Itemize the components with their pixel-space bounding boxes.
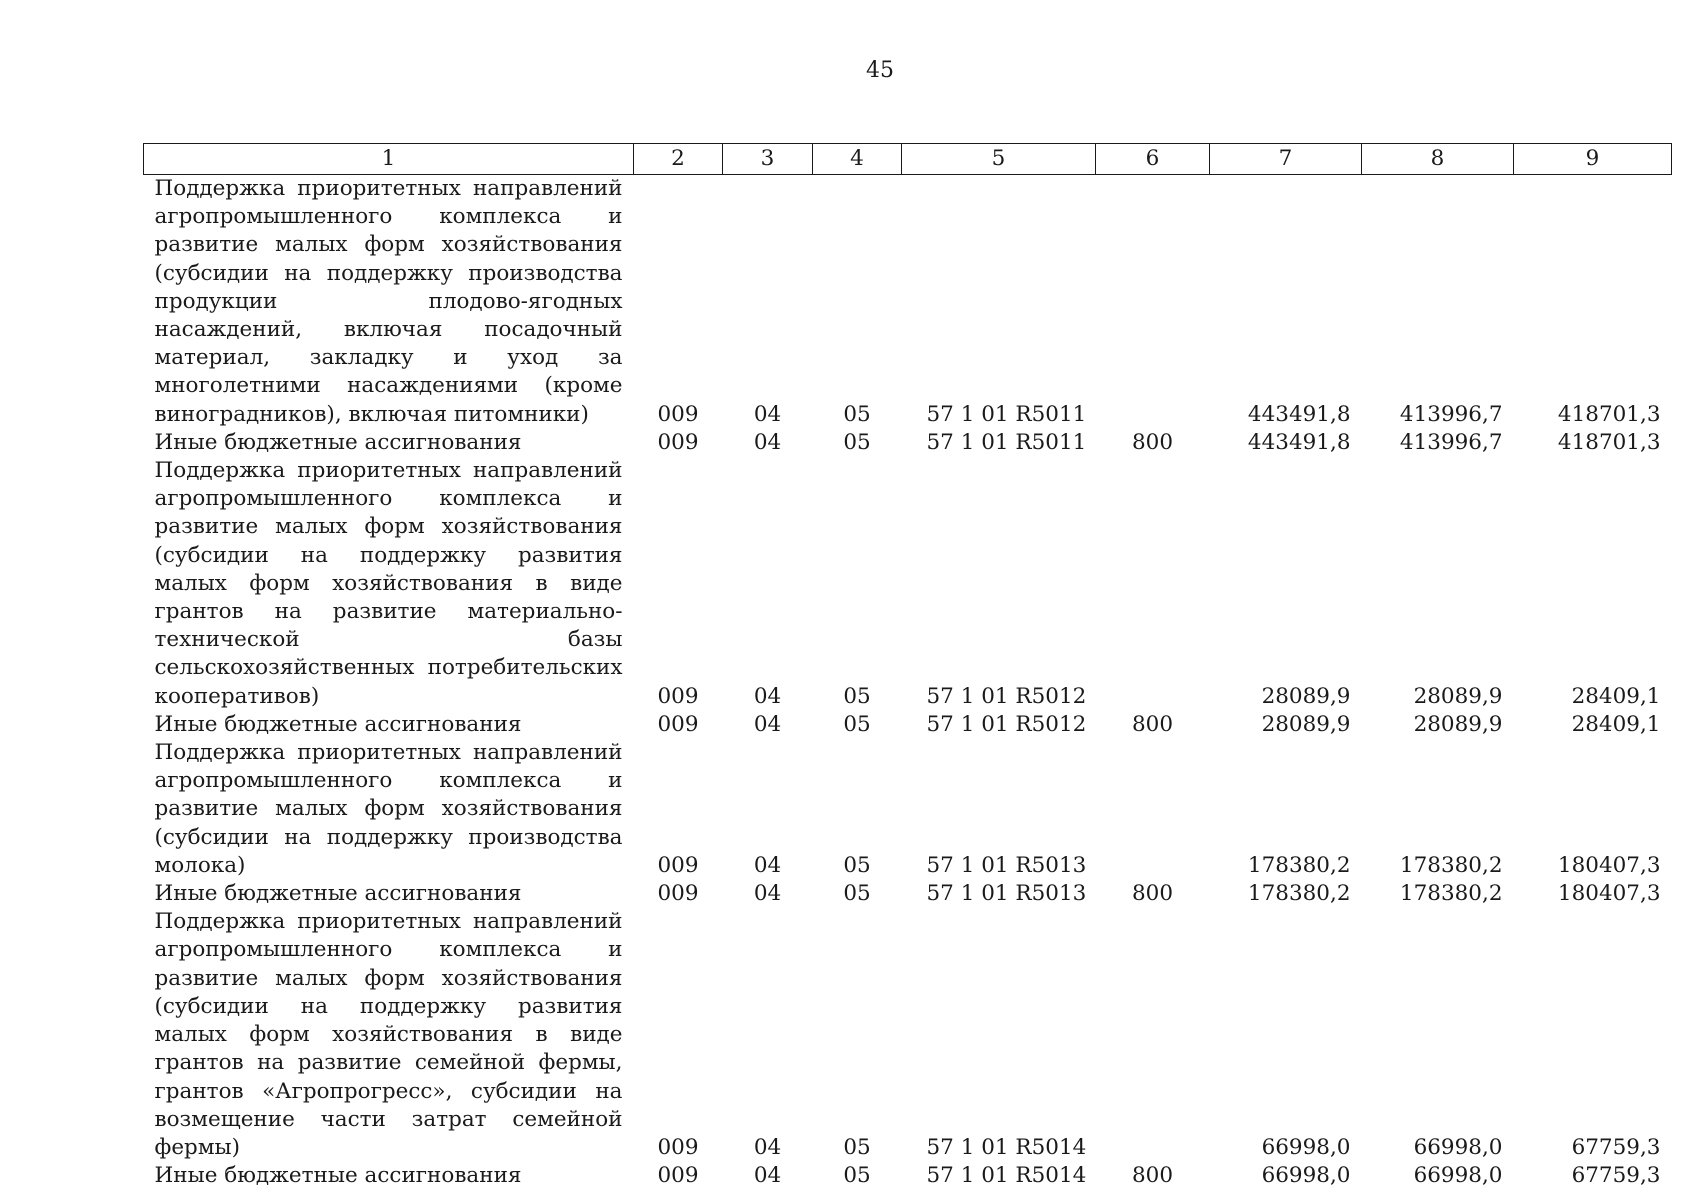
cell-target-article: 57 1 01 R5013 <box>926 881 1087 907</box>
cell-subsection: 05 <box>843 683 871 709</box>
column-header: 2 <box>634 144 723 175</box>
cell-amount-year3: 418701,3 <box>1557 401 1661 427</box>
cell-amount-year1: 443491,8 <box>1247 401 1351 427</box>
table-row <box>144 880 1672 908</box>
cell-expense-type: 800 <box>1131 429 1174 455</box>
header-row <box>144 144 1672 175</box>
column-header: 9 <box>1514 144 1672 175</box>
cell-amount-year1: 443491,8 <box>1247 429 1351 455</box>
column-header: 3 <box>723 144 813 175</box>
cell-ministry-code: 009 <box>657 401 699 427</box>
column-header: 5 <box>902 144 1096 175</box>
cell-subsection: 05 <box>843 429 871 455</box>
cell-expense-type <box>1096 908 1210 1162</box>
table-row <box>144 457 1672 711</box>
cell-amount-year1: 178380,2 <box>1247 852 1351 878</box>
cell-subsection: 05 <box>843 881 871 907</box>
column-header: 8 <box>1362 144 1514 175</box>
row-description: Поддержка приоритетных направлений агропромышленного комплекса и развитие малых форм хозяйствования (субсидии на поддержку производства продукции плодово-ягодных насаждений, включая посадочный материал, закладку и уход за многолетними насаждениями (кроме виноградников), включая питомники) <box>154 176 623 427</box>
cell-ministry-code: 009 <box>657 881 699 907</box>
column-header: 7 <box>1210 144 1362 175</box>
cell-amount-year3: 67759,3 <box>1571 1163 1661 1189</box>
cell-subsection: 05 <box>843 401 871 427</box>
table-row <box>144 711 1672 739</box>
table-row <box>144 429 1672 457</box>
cell-target-article: 57 1 01 R5011 <box>926 401 1087 427</box>
row-description: Поддержка приоритетных направлений агропромышленного комплекса и развитие малых форм хозяйствования (субсидии на поддержку производства молока) <box>154 740 623 878</box>
table-row <box>144 175 1672 429</box>
cell-amount-year3: 418701,3 <box>1557 429 1661 455</box>
cell-expense-type: 800 <box>1131 1163 1174 1189</box>
cell-section: 04 <box>753 683 782 709</box>
cell-ministry-code: 009 <box>657 1134 699 1160</box>
row-description: Иные бюджетные ассигнования <box>154 429 522 455</box>
cell-section: 04 <box>753 852 782 878</box>
row-description: Иные бюджетные ассигнования <box>154 1163 522 1189</box>
cell-section: 04 <box>753 1134 782 1160</box>
cell-subsection: 05 <box>843 711 871 737</box>
cell-amount-year1: 66998,0 <box>1261 1163 1351 1189</box>
row-description: Поддержка приоритетных направлений агропромышленного комплекса и развитие малых форм хозяйствования (субсидии на поддержку развития малых форм хозяйствования в виде грантов на развитие материально-технической базы сельскохозяйственных потребительских кооперативов) <box>154 458 623 709</box>
cell-target-article: 57 1 01 R5012 <box>926 683 1087 709</box>
row-description: Иные бюджетные ассигнования <box>154 711 522 737</box>
cell-amount-year3: 180407,3 <box>1557 881 1661 907</box>
cell-subsection: 05 <box>843 1163 871 1189</box>
cell-amount-year2: 413996,7 <box>1399 401 1503 427</box>
cell-amount-year2: 66998,0 <box>1413 1163 1503 1189</box>
budget-table <box>143 143 1672 1190</box>
cell-target-article: 57 1 01 R5014 <box>926 1134 1087 1160</box>
column-header: 4 <box>813 144 902 175</box>
cell-subsection: 05 <box>843 852 871 878</box>
cell-amount-year2: 28089,9 <box>1413 711 1503 737</box>
cell-section: 04 <box>753 881 782 907</box>
cell-amount-year2: 28089,9 <box>1413 683 1503 709</box>
cell-amount-year3: 28409,1 <box>1571 683 1661 709</box>
cell-amount-year3: 180407,3 <box>1557 852 1661 878</box>
cell-amount-year2: 178380,2 <box>1399 881 1503 907</box>
cell-expense-type: 800 <box>1131 881 1174 907</box>
cell-expense-type <box>1096 457 1210 711</box>
cell-amount-year1: 28089,9 <box>1261 711 1351 737</box>
cell-section: 04 <box>753 1163 782 1189</box>
cell-amount-year1: 178380,2 <box>1247 881 1351 907</box>
cell-section: 04 <box>753 429 782 455</box>
cell-amount-year2: 178380,2 <box>1399 852 1503 878</box>
table-row <box>144 1162 1672 1190</box>
table-row <box>144 739 1672 880</box>
cell-amount-year3: 28409,1 <box>1571 711 1661 737</box>
cell-target-article: 57 1 01 R5013 <box>926 852 1087 878</box>
cell-amount-year3: 67759,3 <box>1571 1134 1661 1160</box>
cell-amount-year1: 28089,9 <box>1261 683 1351 709</box>
cell-expense-type <box>1096 175 1210 429</box>
cell-expense-type: 800 <box>1131 711 1174 737</box>
cell-target-article: 57 1 01 R5014 <box>926 1163 1087 1189</box>
column-header: 6 <box>1096 144 1210 175</box>
cell-ministry-code: 009 <box>657 711 699 737</box>
cell-section: 04 <box>753 711 782 737</box>
cell-subsection: 05 <box>843 1134 871 1160</box>
cell-expense-type <box>1096 739 1210 880</box>
cell-target-article: 57 1 01 R5011 <box>926 429 1087 455</box>
row-description: Поддержка приоритетных направлений агропромышленного комплекса и развитие малых форм хозяйствования (субсидии на поддержку развития малых форм хозяйствования в виде грантов на развитие семейной фермы, грантов «Агропрогресс», субсидии на возмещение части затрат семейной фермы) <box>154 909 623 1160</box>
cell-ministry-code: 009 <box>657 429 699 455</box>
cell-amount-year2: 413996,7 <box>1399 429 1503 455</box>
table-row <box>144 908 1672 1162</box>
cell-target-article: 57 1 01 R5012 <box>926 711 1087 737</box>
cell-ministry-code: 009 <box>657 852 699 878</box>
cell-section: 04 <box>753 401 782 427</box>
cell-ministry-code: 009 <box>657 683 699 709</box>
column-header: 1 <box>144 144 634 175</box>
cell-ministry-code: 009 <box>657 1163 699 1189</box>
cell-amount-year1: 66998,0 <box>1261 1134 1351 1160</box>
cell-amount-year2: 66998,0 <box>1413 1134 1503 1160</box>
page-number: 45 <box>866 58 894 83</box>
row-description: Иные бюджетные ассигнования <box>154 881 522 907</box>
